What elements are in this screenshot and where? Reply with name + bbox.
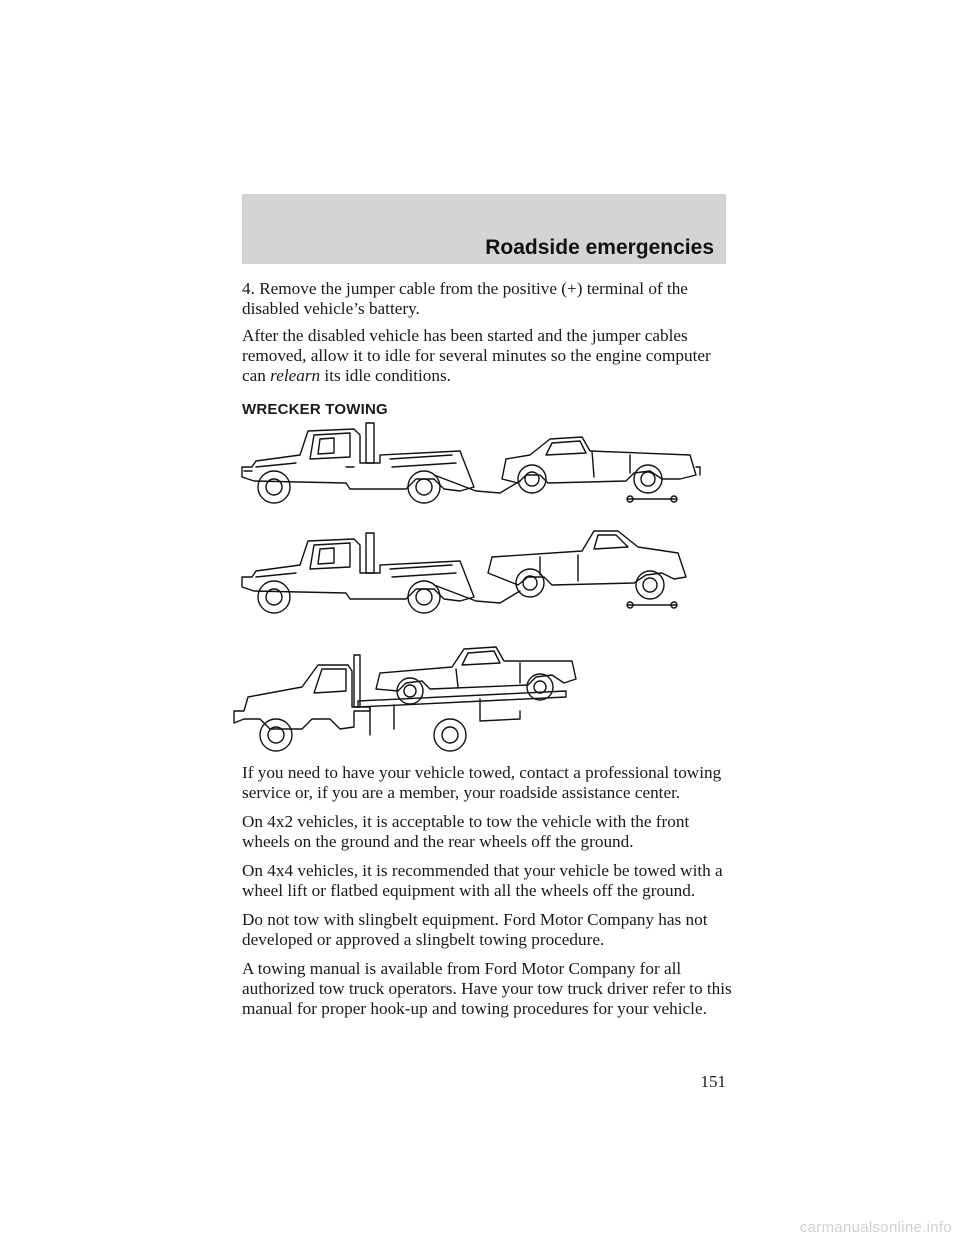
- slingbelt-paragraph: Do not tow with slingbelt equipment. Ford Motor Company has not developed or approved a slingbelt towing procedure.: [242, 910, 708, 949]
- towing-illustration: [230, 415, 710, 755]
- flatbed-scene: [234, 647, 576, 751]
- idle-text-after: its idle conditions.: [320, 366, 451, 385]
- section-heading: WRECKER TOWING: [242, 401, 388, 418]
- content-bottom: [242, 763, 732, 1028]
- idle-text-before: After the disabled vehicle has been started and the jumper cables removed, allow it to idle for several minutes so the engine computer can: [242, 326, 711, 385]
- step-4-paragraph: 4. Remove the jumper cable from the positive (+) terminal of the disabled vehicle’s battery.: [242, 279, 688, 318]
- wheel-lift-front-scene: [242, 423, 700, 503]
- content-top: [242, 279, 726, 420]
- wheel-lift-rear-scene: [242, 531, 686, 613]
- 4x4-paragraph: On 4x4 vehicles, it is recommended that your vehicle be towed with a wheel lift or flatbed equipment with all the wheels off the ground.: [242, 861, 723, 900]
- section-title: Roadside emergencies: [485, 236, 714, 259]
- idle-text-emphasis: relearn: [270, 366, 321, 385]
- footer-watermark: carmanualsonline.info: [799, 1219, 952, 1236]
- 4x2-paragraph: On 4x2 vehicles, it is acceptable to tow the vehicle with the front wheels on the ground and the rear wheels off the ground.: [242, 812, 690, 851]
- towing-manual-paragraph: A towing manual is available from Ford Motor Company for all authorized tow truck operators. Have your tow truck driver refer to this manual for proper hook-up and towing procedures for your vehicle.: [242, 959, 732, 1018]
- idle-paragraph: [242, 326, 726, 386]
- page-number: 151: [700, 1072, 726, 1091]
- header-band: [242, 194, 726, 264]
- towing-service-paragraph: If you need to have your vehicle towed, contact a professional towing service or, if you are a member, your roadside assistance center.: [242, 763, 722, 802]
